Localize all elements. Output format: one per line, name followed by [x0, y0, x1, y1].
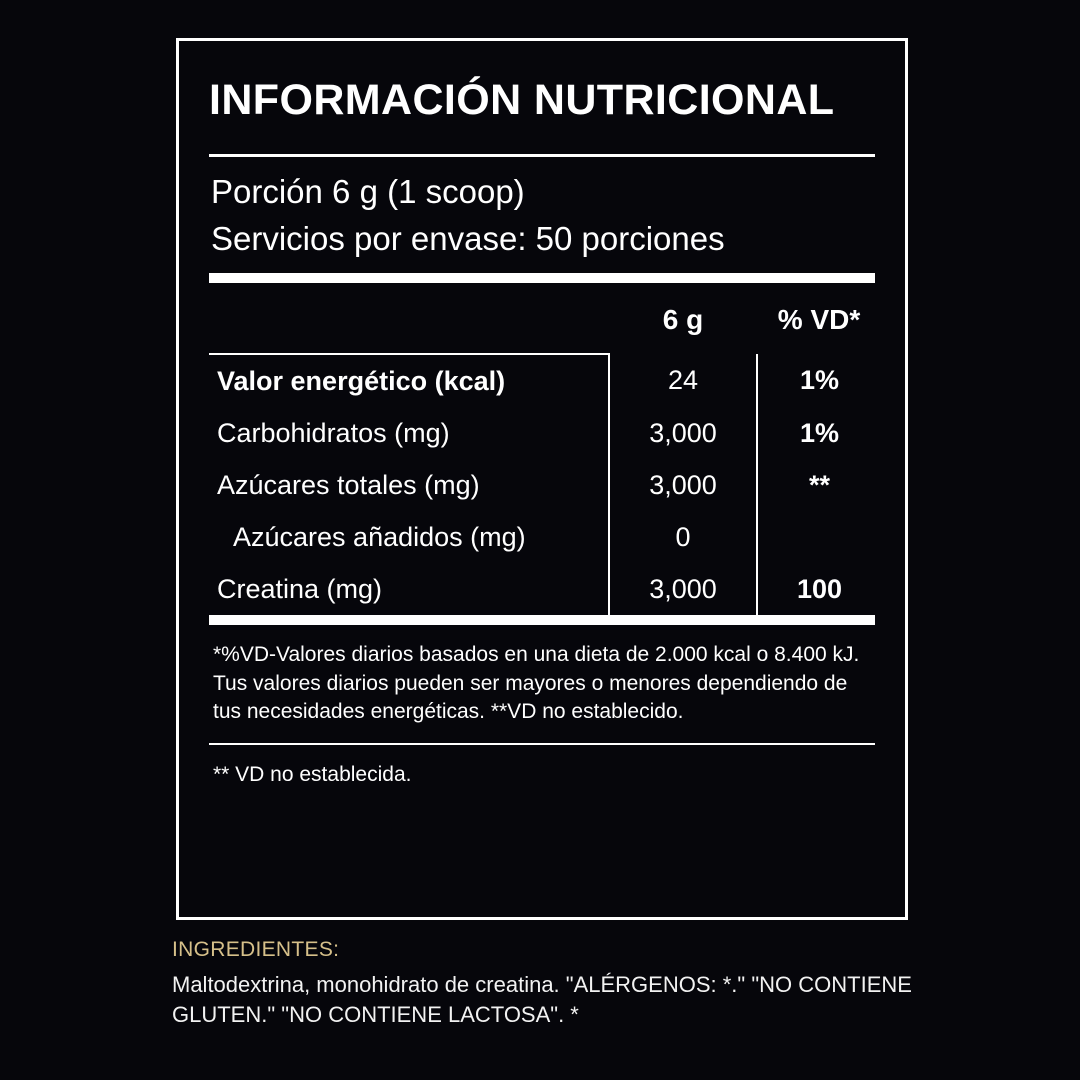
nutrient-daily-value: 100	[757, 563, 881, 615]
ingredients-label: INGREDIENTES:	[172, 938, 340, 961]
header-daily-value: % VD*	[777, 303, 861, 335]
nutrition-facts-panel	[176, 38, 908, 920]
nutrition-facts-content	[179, 41, 905, 787]
table-row	[209, 563, 881, 615]
nutrient-amount: 3,000	[609, 563, 757, 615]
nutrient-amount: 3,000	[609, 459, 757, 511]
serving-size: Porción 6 g (1 scoop)	[211, 173, 525, 211]
nutrient-daily-value: **	[757, 459, 881, 511]
nutrient-name: Azúcares añadidos (mg)	[233, 521, 526, 552]
table-bottom-divider	[209, 615, 875, 625]
nutrient-name: Carbohidratos (mg)	[217, 417, 450, 448]
table-row	[209, 459, 881, 511]
serving-divider	[209, 273, 875, 283]
nutrient-name: Azúcares totales (mg)	[217, 469, 480, 500]
nutrient-amount: 3,000	[609, 407, 757, 459]
table-row	[209, 354, 881, 407]
nutrient-amount: 0	[609, 511, 757, 563]
table-header-row	[209, 285, 881, 354]
table-row	[209, 511, 881, 563]
nutrient-name: Valor energético (kcal)	[217, 365, 506, 396]
footnote-daily-values: *%VD-Valores diarios basados en una dieta de 2.000 kcal o 8.400 kJ. Tus valores diarios pueden ser mayores o menores dependiendo de tus necesidades energéticas. **VD no establecido.	[213, 643, 860, 724]
nutrient-name: Creatina (mg)	[217, 573, 383, 604]
nutrient-amount: 24	[609, 354, 757, 407]
serving-info	[209, 157, 875, 273]
ingredients-section	[172, 938, 912, 1031]
header-amount: 6 g	[662, 303, 704, 335]
nutrient-daily-value	[757, 511, 881, 563]
table-row	[209, 407, 881, 459]
servings-per-container: Servicios por envase: 50 porciones	[211, 220, 725, 258]
page-title: INFORMACIÓN NUTRICIONAL	[209, 76, 835, 124]
nutrition-table	[209, 285, 881, 615]
nutrient-daily-value: 1%	[757, 407, 881, 459]
header-nutrient	[209, 285, 609, 354]
nutrient-daily-value: 1%	[757, 354, 881, 407]
ingredients-text: Maltodextrina, monohidrato de creatina. "ALÉRGENOS: *." "NO CONTIENE GLUTEN." "NO CONTIENE LACTOSA". *	[172, 972, 912, 1028]
footnote-vd-not-established: ** VD no establecida.	[213, 762, 412, 786]
